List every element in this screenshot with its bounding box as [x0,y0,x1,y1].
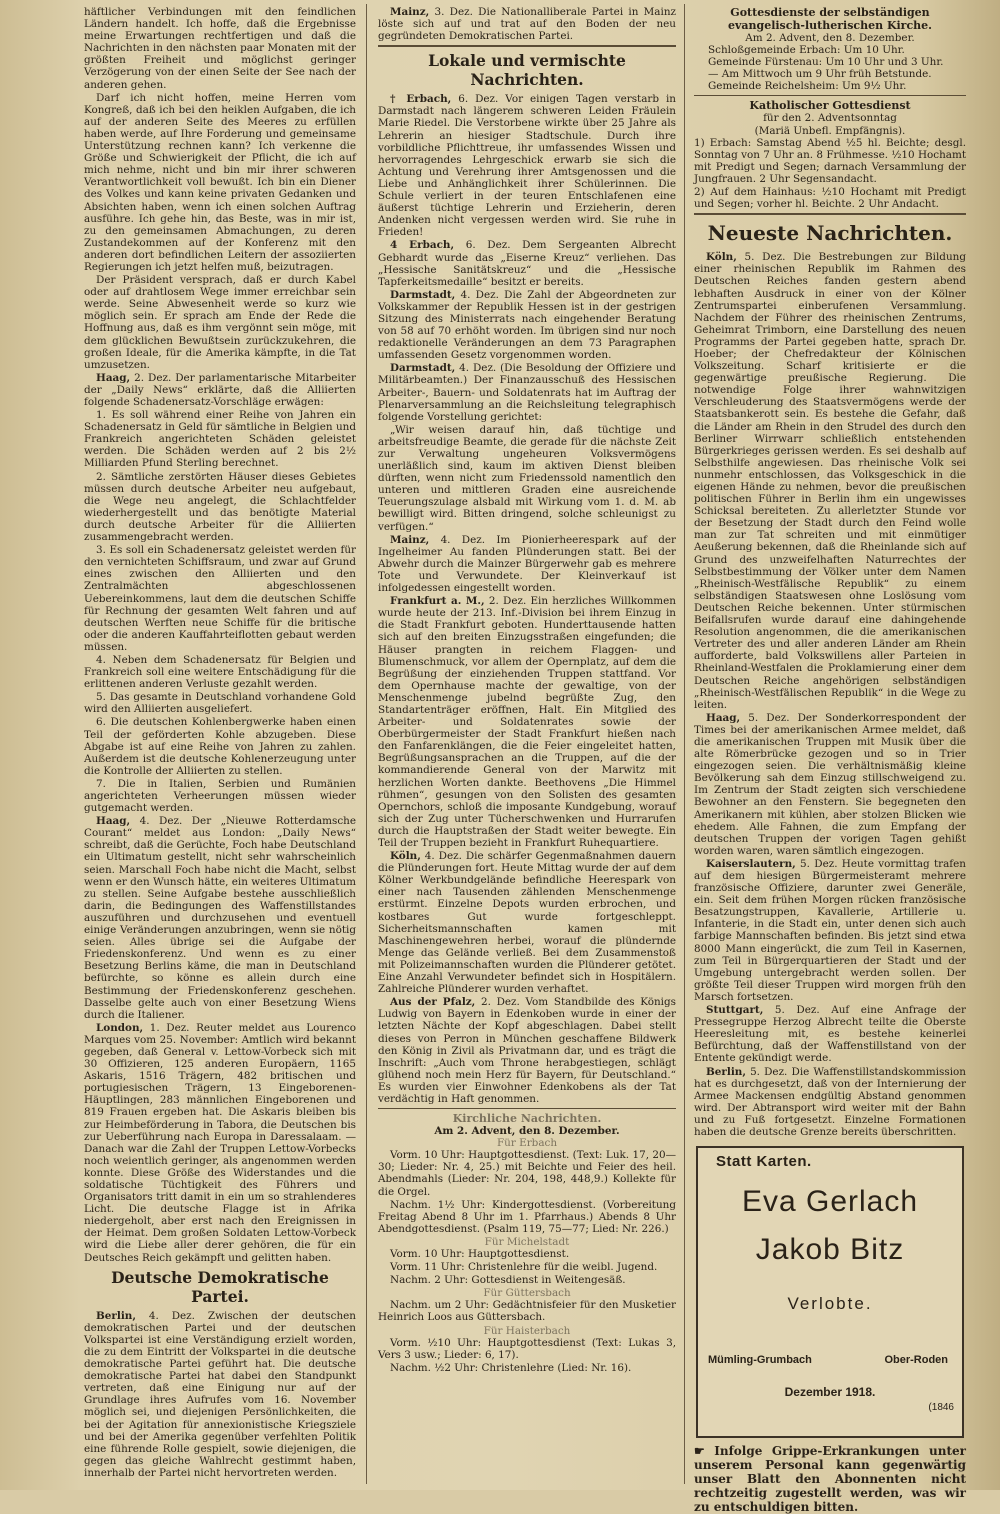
service-entry: Vorm. 10 Uhr: Hauptgottesdienst. (Text: Luk. 17, 20—30; Lieder: Nr. 4, 25.) mit Beichte und Feier des heil. Abendmahls (Lieder: Nr. 204, 198, 448,9.) Kollekte für die Orgel. [378,1149,676,1198]
paragraph [84,372,356,408]
ad-heading: Statt Karten. [716,1153,812,1171]
service-entry: — Am Mittwoch um 9 Uhr früh Betstunde. [708,68,932,81]
church-news-heading: Kirchliche Nachrichten. [452,1112,602,1126]
engagement-announcement [696,1146,964,1438]
dateline: Darmstadt, [390,362,456,375]
service-date: Am 2. Advent, den 8. Dezember. [745,32,915,44]
ad-place-left: Mümling-Grumbach [708,1354,812,1367]
paragraph-text: 6. Dez. Dem Sergeanten Albrecht Gebhardt wurde das „Eiserne Kreuz“ verliehen. Das „Hessische Sanitätskreuz“ und die „Hessische Tapferkeitsmedaille“ besitzt er bereits. [378,239,676,288]
paragraph: „Wir weisen darauf hin, daß tüchtige und arbeitsfreudige Beamte, die gerade für die nächste Zeit zur Verwaltung ungeheuren Volksvermögens unerläßlich sind, kaum im aktiven Dienst bleiben dürften, wenn nicht zum Friedenssold namentlich den unteren und mittleren Graden eine ausreichende Teuerungszulage alsbald mit Wirkung vom 1. d. M. ab bewilligt wird. Bitten dringend, solche schleunigst zu verfügen.“ [378,423,676,533]
dateline: London, [96,1021,144,1034]
divider [378,45,676,47]
service-date: für den 2. Adventsonntag [763,112,897,125]
service-entry: Vorm. ½10 Uhr: Hauptgottesdienst (Text: Lukas 3, Vers 3 usw.; Lieder: 6, 17). [378,1336,676,1361]
ad-name-bride: Eva Gerlach [741,1185,919,1219]
paragraph-text: 4. Dez. Zwischen der deutschen demokratischen Partei und der deutschen Volkspartei ist eine Verständigung erzielt worden, die zu dem Eintritt der Volkspartei in die deutsche demokratische Partei geführt hat. Die deutsche demokratische Partei hat dabei den Standpunkt vertreten, daß eine Einigung nur auf der Grundlage ihres Aufrufes vom 16. November möglich sei, und diejenigen Persönlichkeiten, die bei der Agitation für annexionistische Kriegsziele und bei der Amerika gegenüber verfehlten Politik eine führende Rolle gespielt, sowie diejenigen, die gegen das gleiche Wahlrecht gestimmt haben, innerhalb der Partei nicht hervortreten werden. [84,1309,356,1479]
paragraph-text: 4. Dez. Der „Nieuwe Rotterdamsche Courant“ meldet aus London: „Daily News“ schreibt, daß die Gerüchte, Foch habe Deutschland ein Ultimatum gestellt, nicht sehr wahrscheinlich seien. Marschall Foch habe nicht die Macht, selbst wenn er den Wunsch hätte, ein weiteres Ultimatum zu stellen. Seine Aufgabe bestehe ausschließlich darin, die Bedingungen des Waffenstillstandes auszuführen und durchzusehen und eventuell einige Veränderungen anzubringen, wenn sie nötig seien. Alles übrige sei die Aufgabe der Friedenskonferenz. Und wenn es zu einer Besetzung Berlins käme, die man in Deutschland befürchte, so könne es allein durch eine Bestimmung der Friedenskonferenz geschehen. Dasselbe gelte auch von einer Besetzung Wiens durch die Italiener. [84,815,356,1021]
service-entry: Nachm. 1½ Uhr: Kindergottesdienst. (Vorbereitung Freitag Abend 8 Uhr im 1. Pfarrhaus.) Abends 8 Uhr Abendgottesdienst. (Psalm 119, 75—77; Lied: Nr. 226.) [378,1198,676,1235]
paragraph-text: 5. Dez. Die Waffenstillstandskommission hat es durchgesetzt, daß von der Internierung der Armee Mackensen endgültig Abstand genommen wird. Der Abtransport wird weiter mit der Bahn und zu Fuß fortgesetzt. Einzelne Formationen haben die deutsche Grenze bereits überschritten. [694,1065,966,1138]
paragraph-text: 5. Dez. Die Bestrebungen zur Bildung einer rheinischen Republik im Rahmen des Deutschen Reiches fanden gestern abend lebhaften Ausdruck in einer von der Kölner Zentrumspartei einberufenen Versammlung. Nachdem der Führer des rheinischen Zentrums, Geheimrat Trimborn, eine Darstellung des neuen Programms der Partei gegeben hatte, sprach Dr. Hoeber; der Chefredakteur der Kölnischen Volkszeitung. Scharf kritisierte er die gegenwärtige preußische Regierung. Die notwendige Folge ihrer wahnwitzigen Verschleuderung des Staatsvermögens werde der Staatsbankerott sein. Es bestehe die Gefahr, daß die Länder am Rhein in den Strudel des durch den Berliner Wirrwarr schließlich entstehenden Bürgerkrieges gerissen werden. Es sei deshalb auf Selbsthilfe angewiesen. Das rheinische Volk sei nunmehr entschlossen, das Volksgeschick in die eigenen Hände zu nehmen, bevor die preußischen politischen Führer in Berlin ihm ein ungewisses Schicksal bereiteten. Zu allerletzter Stunde vor der Besetzung der Stadt durch den Feind wolle man zur Tat schreiten und mit einmütiger Aeußerung bekennen, daß die Rheinlande sich auf Grund des unzweifelhaften Naturrechtes der Selbstbestimmung der Völker unter dem Namen „Rheinisch-Westfälische Republik“ zu einem selbständigen Staatswesen ohne Loslösung vom Deutschen Reiche bekennen. Unter stürmischen Beifallsrufen wurde darauf eine dahingehende Resolution angenommen, die die amerikanischen Vertreter des und aller anderen Länder am Rhein aufforderte, bald Volkswillens aller Parteien in Rheinland-Westfalen die Proklamierung einer dem Deutschen Reiche angehörigen selbständigen „Rheinisch-Westfälischen Republik“ in die Wege zu leiten. [694,251,966,711]
service-entry: Gemeinde Reichelsheim: Um 9½ Uhr. [708,80,907,93]
service-entry: Nachm. ½2 Uhr: Christenlehre (Lied: Nr. 16). [390,1361,632,1374]
dateline: Köln, [390,850,421,863]
paragraph: Darf ich nicht hoffen, meine Herren vom Kongreß, daß ich bei den heiklen Aufgaben, die ich auf der anderen Seite des Meeres zu erfüllen haben werde, auf Ihre Forderung und gemeinsame Unterstützung rechnen kann? Ich verkenne die Größe und Schwierigkeit der Pflicht, die ich auf mich nehme, nicht und bin mir ihrer schweren Verantwortlichkeit voll bewußt. Ich bin ein Diener des Volkes und kann keine privaten Gedanken und Absichten haben, wenn ich einen solchen Auftrag ausführe. Ich gehe hin, das Beste, was in mir ist, zu den gemeinsamen Abmachungen, zu deren Zustandekommen auf der Konferenz mit den anderen dort befindlichen Leitern der assoziierten Regierungen ich jetzt helfen muß, beizutragen. [84,91,356,273]
dateline: Berlin, [96,1309,136,1322]
parish-heading: Für Güttersbach [483,1287,571,1300]
dateline: Stuttgart, [706,1004,764,1017]
paragraph [694,712,966,857]
paragraph: 3. Es soll ein Schadenersatz geleistet werden für den vernichteten Schiffsraum, und zwar auf Grund eines zwischen den Alliierten und den Zentralmächten abgeschlossenen Uebereinkommens, laut dem die deutschen Schiffe für Rechnung der gesamten Welt fahren und auf deutschen Werften neue Schiffe für die britische oder die anderen Kauffahrteiflotten gebaut werden müssen. [84,544,356,653]
paragraph [378,93,676,238]
ad-place-right: Ober-Roden [884,1354,948,1367]
paragraph-text: 1. Dez. Reuter meldet aus Lourenco Marques vom 25. November: Amtlich wird bekannt gegeben, daß General v. Lettow-Vorbeck sich mit 30 Offizieren, 125 anderen Europäern, 1165 Askaris, 1516 Trägern, 482 britischen und portugiesischen Trägern, 13 Eingeborenen-Häuptlingen, 283 männlichen Eingeborenen und 819 Frauen ergeben hat. Die Askaris bleiben bis zur Heimbeförderung in Tabora, die Deutschen bis zur Ueberführung nach Europa in Daressalaam. — Danach war die Zahl der Truppen Lettow-Vorbecks noch weientlich geringer, als angenommen werden konnte. Diese Größe des Widerstandes und die soldatische Tüchtigkeit des Führers und Organisators tritt damit in ein um so strahlenderes Licht. Die deutsche Flagge ist in Afrika niedergeholt, aber erst nach den Ereignissen in der Heimat. Dem großen Soldaten Lettow-Vorbeck wird die Liebe aller derer gehören, die für ein Deutsches Reich gekämpft und gelitten haben. [84,1021,356,1264]
service-entry: 2) Auf dem Hainhaus: ½10 Hochamt mit Predigt und Segen; vorher hl. Beichte. 2 Uhr Andacht. [694,186,966,211]
paragraph [378,595,676,849]
paragraph [84,815,356,1021]
paragraph-text: 5. Dez. Heute vormittag trafen auf dem hiesigen Bürgermeisteramt mehrere französische Offiziere, darunter zwei Generäle, ein. Seit dem frühen Morgen rücken französische Besatzungstruppen, Kavallerie, Artillerie u. Infanterie, in die Stadt ein, unter denen sich auch farbige Mannschaften befinden. Bis jetzt sind etwa 8000 Mann eingerückt, die zum Teil in Kasernen, zum Teil in Bürgerquartieren der Stadt und der Umgebung untergebracht werden sollen. Der größte Teil dieser Truppen wird morgen früh den Marsch fortsetzen. [694,857,966,1003]
paragraph: 5. Das gesamte in Deutschland vorhandene Gold wird den Alliierten ausgeliefert. [84,691,356,716]
dateline: Mainz, [390,533,430,546]
service-entry: Nachm. um 2 Uhr: Gedächtnisfeier für den Musketier Heinrich Loos aus Güttersbach. [378,1299,676,1324]
church-news-date: Am 2. Advent, den 8. Dezember. [434,1125,620,1138]
service-entry: Nachm. 2 Uhr: Gottesdienst in Weitengesäß. [390,1274,626,1287]
parish-heading: Für Erbach [496,1137,558,1150]
paragraph: 7. Die in Italien, Serbien und Rumänien angerichteten Verheerungen müssen wieder gutgemacht werden. [84,777,356,815]
ad-number: (1846 [928,1402,954,1414]
paragraph: häftlicher Verbindungen mit den feindlichen Ländern handelt. Ich hoffe, daß die Ergebnisse meine Erwartungen rechtfertigen und daß die Nachrichten in den nächsten paar Monaten mit der größten Freiheit und möglichst geringer Verzögerung von der einen Seite der See nach der anderen gehen. [84,6,356,91]
dateline: † Erbach, [390,93,452,106]
column-1 [84,6,356,1486]
paragraph-text: 3. Dez. Die Nationalliberale Partei in Mainz löste sich auf und trat auf den Boden der neu gegründeten Demokratischen Partei. [378,6,676,43]
paragraph [378,534,676,594]
column-2 [378,6,676,1486]
paragraph-text: 4. Dez. Die schärfer Gegenmaßnahmen dauern die Plünderungen fort. Heute Mittag wurde der auf dem Kölner Werkbundgelände befindliche Heerespark von einer nach Tausenden zählenden Menschenmenge erstürmt. Einzelne Depots wurden erbrochen, und kostbares Gut wurde fortgeschleppt. Sicherheitsmannschaften kamen mit Maschinengewehren herbei, worauf die plündernde Menge das Gelände verließ. Bei dem Zusammenstoß mit Polizeimannschaften wurden die Plünderer getötet. Eine Anzahl Verwundeter befindet sich in Hospitälern. Zahlreiche Plünderer wurden verhaftet. [378,850,676,996]
service-entry: 1) Erbach: Samstag Abend ½5 hl. Beichte; desgl. Sonntag von 7 Uhr an. 8 Frühmesse. ½10 Hochamt mit Predigt und Segen; darnach Versammlung der Jungfrauen. 2 Uhr Segensandacht. [694,136,966,185]
dateline: Haag, [706,711,741,724]
service-entry: Schloßgemeinde Erbach: Um 10 Uhr. [708,44,905,57]
paragraph [694,858,966,1003]
service-entry: Vorm. 10 Uhr: Hauptgottesdienst. [390,1248,570,1260]
paragraph [378,6,676,42]
parish-heading: Für Michelstadt [484,1235,570,1248]
paragraph-text: 6. Dez. Vor einigen Tagen verstarb in Darmstadt nach längerem schweren Leiden Fräulein Marie Riedel. Die Verstorbene wirkte über 25 Jahre als Lehrerin an hiesiger Stadtschule. Durch ihre vorbildliche Pflichttreue, ihr umfassendes Wissen und hervorragendes Lehrgeschick erwarb sie sich die Achtung und Verehrung ihrer Amtsgenossen und die Liebe und Anhänglichkeit ihrer Schülerinnen. Die Schule verliert in der teuren Entschlafenen eine äußerst tüchtige Lehrerin und Erzieherin, deren Andenken nicht vergessen werden wird. Sie ruhe in Frieden! [378,93,676,239]
paragraph: 1. Es soll während einer Reihe von Jahren ein Schadenersatz in Geld für sämtliche in Belgien und Frankreich angerichteten Schäden geleistet werden. Die Schäden werden auf 2 bis 2½ Milliarden Pfund Sterling berechnet. [84,409,356,470]
paragraph: 6. Die deutschen Kohlenbergwerke haben einen Teil der geförderten Kohle abzugeben. Diese Abgabe ist auf eine Reihe von Jahren zu zahlen. Außerdem ist die deutsche Kohlenerzeugung unter die Kontrolle der Alliierten zu stellen. [84,716,356,777]
paragraph-text: 4. Dez. Im Pionierheerespark auf der Ingelheimer Au fanden Plünderungen statt. Bei der Abwehr durch die Mainzer Bürgerwehr gab es mehrere Tote und Verwundete. Der Kleinverkauf ist infolgedessen eingestellt worden. [378,533,676,595]
parish-heading: Für Haisterbach [483,1324,571,1337]
dateline: Haag, [96,371,131,384]
dateline: Aus der Pfalz, [390,996,476,1009]
divider [694,95,966,96]
paragraph [694,1066,966,1139]
section-heading: Lokale und vermischte Nachrichten. [428,51,626,90]
paragraph [694,251,966,711]
paragraph [84,1310,356,1479]
paragraph [378,996,676,1105]
dateline: 4 Erbach, [390,239,455,252]
paragraph [378,362,676,422]
paragraph: 4. Neben dem Schadenersatz für Belgien und Frankreich soll eine weitere Entschädigung für die erlittenen anderen Verluste gezahlt werden. [84,653,356,691]
dateline: Frankfurt a. M., [390,595,485,608]
service-entry: Vorm. 11 Uhr: Christenlehre für die weibl. Jugend. [390,1261,658,1274]
paragraph [694,1004,966,1064]
dateline: Kaiserslautern, [706,857,796,870]
ad-name-groom: Jakob Bitz [755,1233,905,1267]
dateline: Haag, [96,815,131,828]
dateline: Berlin, [706,1065,746,1078]
service-heading: Katholischer Gottesdienst [749,99,911,113]
paragraph-text: 2. Dez. Der parlamentarische Mitarbeiter der „Daily News“ erklärte, daß die Alliierten folgende Schadenersatz-Vorschläge erwägen: [84,371,356,408]
paragraph: 2. Sämtliche zerstörten Häuser dieses Gebietes müssen durch deutsche Arbeiter neu aufgebaut, die Wege neu angelegt, die Schlachtfelder wiederhergestellt und das benötigte Material durch deutsche Arbeiter für die Alliierten zusammengebracht werden. [84,470,356,544]
dateline: Köln, [706,251,737,264]
divider [694,213,966,215]
ad-engaged-label: Verlobte. [787,1294,873,1314]
delivery-notice: ☛ Infolge Grippe-Erkrankungen unter unserem Personal kann gegenwärtig unser Blatt den Abonnenten nicht rechtzeitig zugestellt werden, was wir zu entschuldigen bitten. [694,1444,966,1514]
paragraph [84,1022,356,1264]
service-heading: Gottesdienste der selbständigen evangelisch-lutherischen Kirche. [727,6,932,32]
paragraph-text: 5. Dez. Der Sonderkorrespondent der Times bei der amerikanischen Armee meldet, daß die amerikanischen Truppen mit Musik über die alte Römerbrücke gezogen und so in Trier eingezogen seien. Die verhältnismäßig kleine Bevölkerung sah dem Einzug stillschweigend zu. Im Zentrum der Stadt zeigten sich verschiedene Bewohner an den Fenstern. Sie begegneten den Amerikanern mit kühlen, aber stolzen Blicken wie ehedem. Alle Fahnen, die zum Empfang der deutschen Truppen der vorigen Tagen gehißt worden waren, waren sämtlich eingezogen. [694,711,966,857]
paragraph [378,850,676,995]
paragraph [378,239,676,287]
service-entry: Gemeinde Fürstenau: Um 10 Uhr und 3 Uhr. [708,56,944,69]
paragraph-text: 5. Dez. Auf eine Anfrage der Pressegruppe Herzog Albrecht teilte die Oberste Heeresleitung mit, es bestehe keinerlei Befürchtung, daß der Waffenstillstand von der Entente gekündigt werde. [694,1004,966,1065]
dateline: Darmstadt, [390,288,456,301]
paragraph-text: 2. Dez. Vom Standbilde des Königs Ludwig von Bayern in Edenkoben wurde in einer der letzten Nächte der Kopf abgeschlagen. Dabei stellt dieses von Perron in München geschaffene Bildwerk den König in Zivil als Privatmann dar, und es trägt die Inschrift: „Auch vom Throne herabgestiegen, schlägt glühend noch mein Herz für Bayern, für Deutschland.“ Es wurden vier Einwohner Edenkobens als der Tat verdächtig in Haft genommen. [378,996,676,1105]
column-rule [684,4,685,1484]
ad-date: Dezember 1918. [784,1385,876,1400]
divider [378,1108,676,1109]
dateline: Mainz, [390,6,430,18]
section-heading: Neueste Nachrichten. [707,221,953,246]
column-rule [366,4,367,1484]
paragraph [378,289,676,362]
paragraph-text: 4. Dez. Die Zahl der Abgeordneten zur Volkskammer der Republik Hessen ist in der gestrigen Sitzung des Ministerrats nach eingehender Beratung von 58 auf 70 erhöht worden. Im übrigen sind nur noch redaktionelle Veränderungen an dem 73 Paragraphen umfassenden Gesetz vorgenommen worden. [378,288,676,362]
service-date: (Mariä Unbefl. Empfängnis). [754,124,906,137]
paragraph-text: 4. Dez. (Die Besoldung der Offiziere und Militärbeamten.) Der Finanzausschuß des Hessischen Arbeiter-, Bauern- und Soldatenrats hat im Auftrag der Plenarversammlung an die Reichsleitung telegraphisch folgende Vorstellung gerichtet: [378,362,676,423]
column-3 [694,6,966,1514]
section-heading: Deutsche Demokratische Partei. [111,1267,329,1306]
paragraph: Der Präsident versprach, daß er durch Kabel oder auf drahtlosem Wege immer erreichbar sein werde. Seine Abwesenheit werde so kurz wie möglich sein. Er sprach am Ende der Rede die Hoffnung aus, daß es ihm vergönnt sein möge, mit dem glücklichen Bewußtsein zurückzukehren, die großen Ideale, für die Amerika kämpfte, in die Tat umzusetzen. [84,274,356,371]
paragraph-text: 2. Dez. Ein herzliches Willkommen wurde heute der 213. Inf.-Division bei ihrem Einzug in die Stadt Frankfurt geboten. Hunderttausende hatten sich auf den breiten Einzugsstraßen eingefunden; die Häuser prangten in reichem Flaggen- und Blumenschmuck, vor allem der Opernplatz, auf dem die Begrüßung der einziehenden Truppen stattfand. Vor dem Opernhause machte der gewaltige, von der Menschenmenge jubelnd begrüßte Zug, den Standartenträger eröffnen, Halt. Ein Mitglied des Arbeiter- und Soldatenrates sowie der Oberbürgermeister der Stadt Frankfurt hießen nach den Fanfarenklängen, die die Feier eingeleitet hatten, Begrüßungsansprachen an die Truppen, auf die der kommandierende General von der Marwitz mit herzlichen Worten dankte. Beethovens „Die Himmel rühmen“, gesungen von den Solisten des gesamten Opernchors, schloß die imposante Kundgebung, worauf sich der Zug unter Tücherschwenken und Hurrarufen durch die Hauptstraßen der Stadt weiter bewegte. Ein Teil der Truppen bezieht in Frankfurt Ruhequartiere. [378,595,676,849]
